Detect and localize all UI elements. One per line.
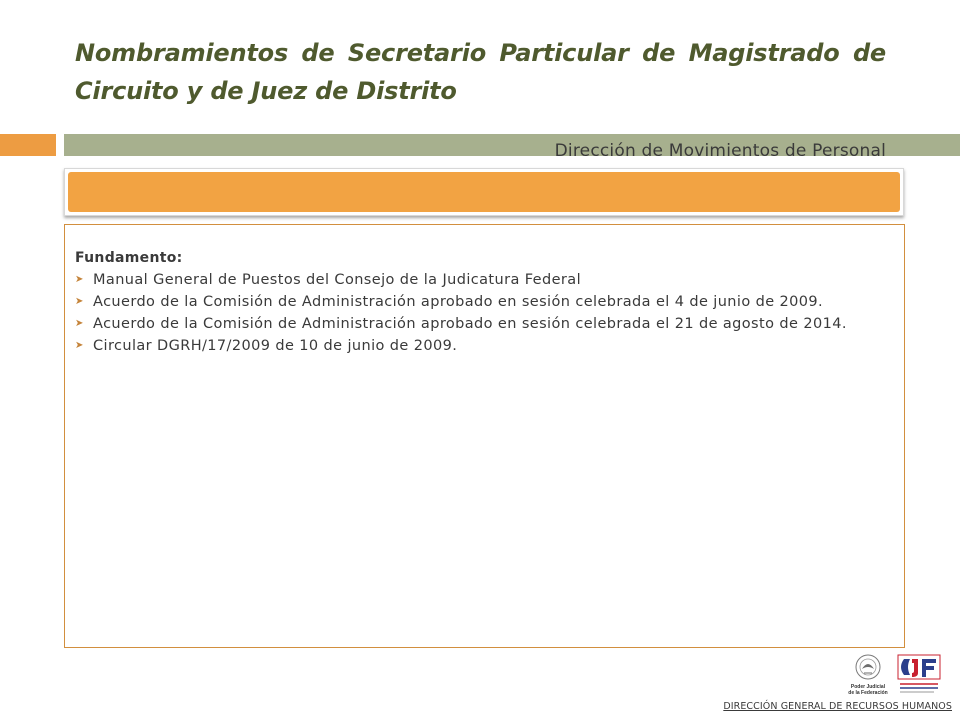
arrow-bullet-icon: ➤ [75,296,84,307]
list-item-text: Acuerdo de la Comisión de Administración aprobado en sesión celebrada el 21 de agosto de 2014. [93,316,847,332]
list-item-text: Manual General de Puestos del Consejo de la Judicatura Federal [93,272,582,288]
logos-area [848,651,948,699]
national-seal-icon [856,655,880,679]
seal-caption-line2: de la Federación [848,690,888,696]
arrow-bullet-icon: ➤ [75,318,84,329]
fundamento-heading: Fundamento: [75,250,183,266]
accent-bar-orange [0,134,56,156]
orange-banner-fill [68,172,900,212]
list-item [75,291,895,313]
institution-logos [848,651,948,699]
footer-text: DIRECCIÓN GENERAL DE RECURSOS HUMANOS [723,701,952,712]
list-item [75,313,895,335]
slide-subtitle: Dirección de Movimientos de Personal [554,141,886,161]
list-item-text: Acuerdo de la Comisión de Administración aprobado en sesión celebrada el 4 de junio de 2009. [93,294,824,310]
seal-caption-line1: Poder Judicial [850,684,886,690]
fundamento-list [75,269,895,357]
list-item [75,335,895,357]
cjf-logo-icon [898,655,940,692]
slide-title: Nombramientos de Secretario Particular de Magistrado de Circuito y de Juez de Distrito [75,39,886,105]
arrow-bullet-icon: ➤ [75,274,84,285]
orange-banner [64,168,904,216]
list-item [75,269,895,291]
arrow-bullet-icon: ➤ [75,340,84,351]
content-box [64,224,905,648]
list-item-text: Circular DGRH/17/2009 de 10 de junio de 2009. [93,338,458,354]
